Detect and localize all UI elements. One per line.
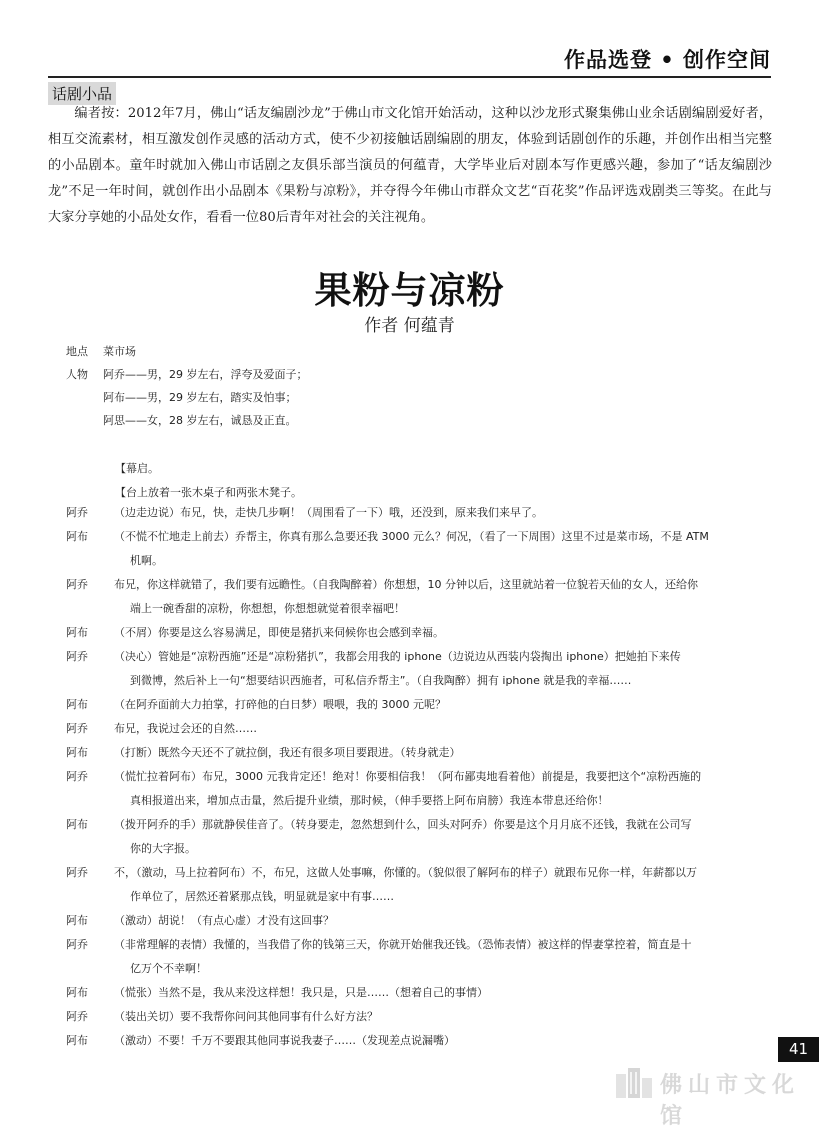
stage-direction: 【幕启。 [115,462,159,475]
speaker-name: 阿布 [66,626,88,639]
setting-label: 地点 [66,345,88,358]
dialogue-line [66,525,766,573]
dialogue-line [66,981,766,1005]
dialogue-text-cont: 机啊。 [130,554,163,567]
dialogue-text: （非常理解的表情）我懂的，当我借了你的钱第三天，你就开始催我还钱。（恐怖表情）被这样的悍妻掌控着，简直是十 [114,938,692,951]
dialogue-text: （不慌不忙地走上前去）乔帮主，你真有那么急要还我 3000 元么？何况，（看了一下周围）这里不过是菜市场，不是 ATM [114,530,709,543]
speaker-name: 阿布 [66,914,88,927]
speaker-name: 阿乔 [66,578,88,591]
dialogue-line [66,741,766,765]
speaker-name: 阿乔 [66,506,88,519]
dialogue-line [66,933,766,981]
dialogue-text: 布兄，我说过会还的自然…… [114,722,257,735]
dialogue-text: （打断）既然今天还不了就拉倒，我还有很多项目要跟进。（转身就走） [114,746,461,759]
setting-line [66,343,136,359]
speaker-name: 阿乔 [66,770,88,783]
publisher-logo [610,1064,819,1129]
dialogue-text-cont: 作单位了，居然还着紧那点钱，明显就是家中有事…… [130,890,394,903]
page-number: 41 [778,1037,819,1062]
character-item: 阿布——男，29 岁左右，踏实及怕事； [103,391,297,404]
dialogue-text: （拨开阿乔的手）那就静侯佳音了。（转身要走，忽然想到什么，回头对阿乔）你要是这个月月底不还钱，我就在公司写 [114,818,692,831]
dialogue-line [66,813,766,861]
speaker-name: 阿乔 [66,650,88,663]
dialogue-line [66,861,766,909]
dialogue-text: （激动）胡说！（有点心虚）才没有这回事？ [114,914,334,927]
dialogue-list [66,501,766,1053]
dialogue-text: 不，（激动，马上拉着阿布）不，布兄，这做人处事嘛，你懂的。（貌似很了解阿布的样子）就跟布兄你一样，年薪都以万 [114,866,697,879]
dialogue-text: （慌忙拉着阿布）布兄，3000 元我肯定还！绝对！你要相信我！（阿布鄙夷地看着他）前提是，我要把这个“凉粉西施的 [114,770,702,783]
character-item: 阿思——女，28 岁左右，诚恳及正直。 [103,414,297,427]
dialogue-text: 布兄，你这样就错了，我们要有远瞻性。（自我陶醉着）你想想，10 分钟以后，这里就站着一位貌若天仙的女人，还给你 [114,578,698,591]
speaker-name: 阿乔 [66,1010,88,1023]
stage-direction: 【台上放着一张木桌子和两张木凳子。 [115,486,302,499]
dialogue-line [66,645,766,693]
dialogue-line [66,1005,766,1029]
dialogue-line [66,909,766,933]
speaker-name: 阿乔 [66,938,88,951]
dialogue-line [66,501,766,525]
play-author: 作者 何蕴青 [364,316,455,336]
speaker-name: 阿乔 [66,866,88,879]
dialogue-line [66,1029,766,1053]
dialogue-text-cont: 你的大字报。 [130,842,196,855]
dialogue-line [66,573,766,621]
building-icon [610,1066,658,1100]
character-item: 阿乔——男，29 岁左右，浮夸及爱面子； [103,368,308,381]
speaker-name: 阿布 [66,818,88,831]
dialogue-text-cont: 端上一碗香甜的凉粉，你想想，你想想就觉着很幸福吧！ [130,602,405,615]
dialogue-text: （装出关切）要不我帮你问问其他同事有什么好方法？ [114,1010,378,1023]
publisher-logo-text: 佛山市文化馆 [660,1072,801,1129]
dialogue-text-cont: 到微博，然后补上一句“想要结识西施者，可私信乔帮主”。（自我陶醉）拥有 iphone 就是我的幸福…… [130,674,632,687]
speaker-name: 阿布 [66,986,88,999]
dialogue-text: （边走边说）布兄，快，走快几步啊！（周围看了一下）哦，还没到，原来我们来早了。 [114,506,543,519]
speaker-name: 阿布 [66,698,88,711]
dialogue-line [66,717,766,741]
characters-label: 人物 [66,368,88,381]
editor-note: 编者按：2012年7月，佛山“话友编剧沙龙”于佛山市文化馆开始活动，这种以沙龙形式聚集佛山业余话剧编剧爱好者，相互交流素材，相互激发创作灵感的活动方式，使不少初接触话剧编剧的朋友，体验到话剧创作的乐趣，并创作出相当完整的小品剧本。童年时就加入佛山市话剧之友俱乐部当演员的何蕴青，大学毕业后对剧本写作更感兴趣，参加了“话友编剧沙龙”不足一年时间，就创作出小品剧本《果粉与凉粉》，并夺得今年佛山市群众文艺“百花奖”作品评选戏剧类三等奖。在此与大家分享她的小品处女作，看看一位80后青年对社会的关注视角。 [48,106,772,225]
section-label: 话剧小品 [48,82,116,105]
dialogue-line [66,693,766,717]
dialogue-text: （决心）管她是“凉粉西施”还是“凉粉猪扒”，我都会用我的 iphone（边说边从西装内袋掏出 iphone）把她拍下来传 [114,650,681,663]
header-rule [48,76,771,78]
dialogue-text-cont: 真相报道出来，增加点击量，然后提升业绩，那时候，（伸手要搭上阿布肩膀）我连本带息还给你！ [130,794,609,807]
speaker-name: 阿布 [66,1034,88,1047]
setting-place: 菜市场 [103,345,136,358]
dialogue-text: （不屑）你要是这么容易满足，即使是猪扒来伺候你也会感到幸福。 [114,626,444,639]
dialogue-line [66,765,766,813]
dialogue-text: （在阿乔面前大力拍掌，打碎他的白日梦）喂喂，我的 3000 元呢？ [114,698,446,711]
characters-line [66,366,308,382]
section-header-title: 作品选登 • 创作空间 [563,48,771,72]
speaker-name: 阿布 [66,746,88,759]
speaker-name: 阿布 [66,530,88,543]
dialogue-text: （激动）不要！千万不要跟其他同事说我妻子……（发现差点说漏嘴） [114,1034,455,1047]
speaker-name: 阿乔 [66,722,88,735]
dialogue-text-cont: 亿万个不幸啊！ [130,962,207,975]
dialogue-text: （慌张）当然不是，我从来没这样想！我只是，只是……（想着自己的事情） [114,986,488,999]
dialogue-line [66,621,766,645]
play-title: 果粉与凉粉 [314,269,505,312]
